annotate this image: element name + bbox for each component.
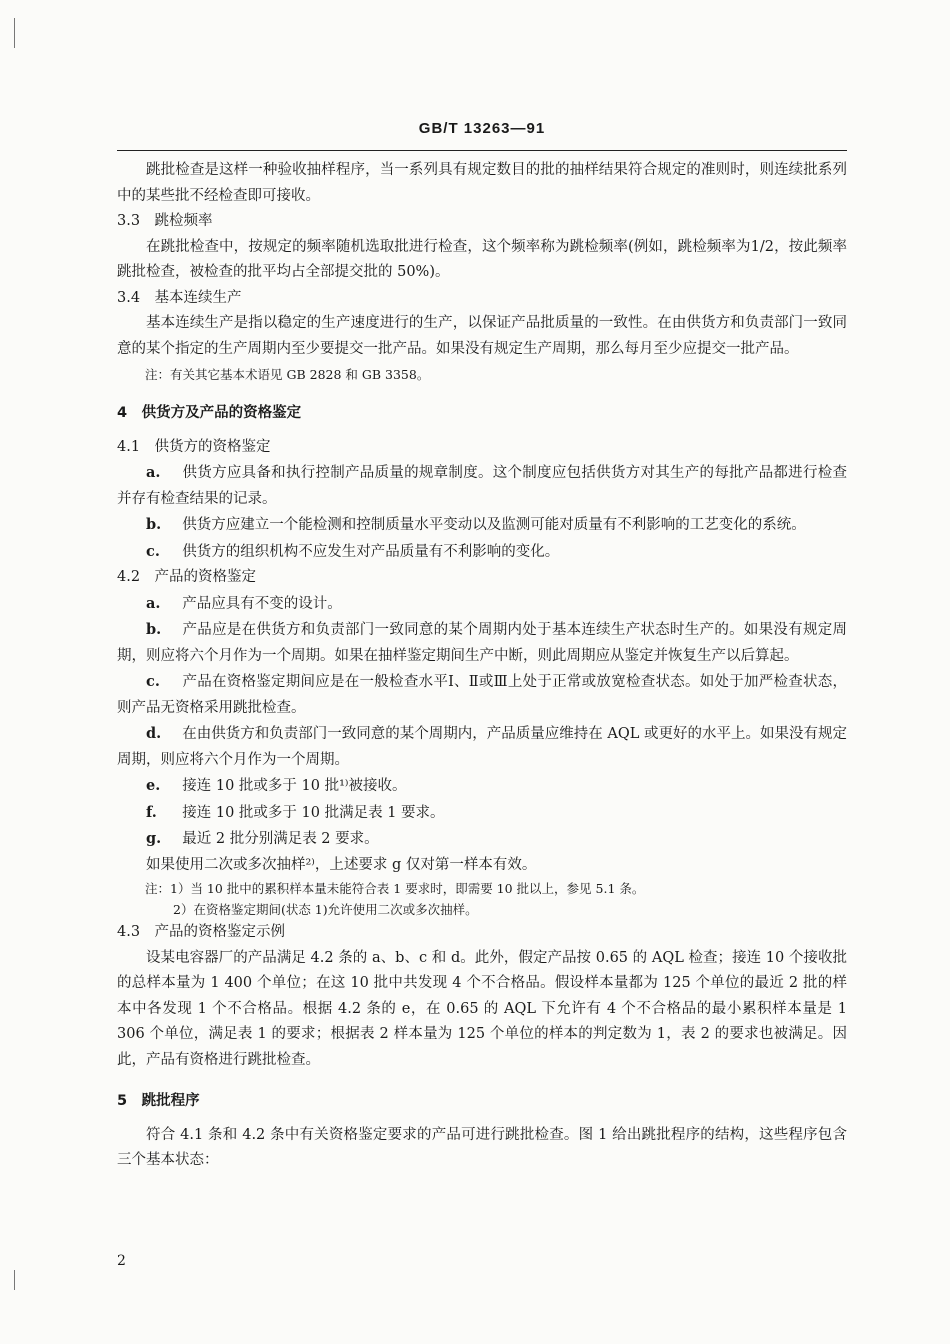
item-label: c. (146, 673, 160, 690)
page-number: 2 (117, 1253, 126, 1269)
scan-artifact (14, 18, 15, 48)
list-item (117, 773, 847, 800)
section-5-title: 5 跳批程序 (117, 1093, 200, 1109)
paragraph: 跳批检查是这样一种验收抽样程序，当一系列具有规定数目的批的抽样结果符合规定的准则时，则连续批系列中的某些批不经检查即可接收。 (117, 162, 847, 204)
item-label: e. (146, 777, 161, 794)
item-text: 供货方的组织机构不应发生对产品质量有不利影响的变化。 (182, 543, 560, 560)
list-item (117, 539, 847, 566)
item-label: b. (146, 516, 162, 533)
item-text: 供货方应具备和执行控制产品质量的规章制度。这个制度应包括供货方对其生产的每批产品都进行检查并存有检查结果的记录。 (117, 465, 847, 507)
paragraph: 符合 4.1 条和 4.2 条中有关资格鉴定要求的产品可进行跳批检查。图 1 给出跳批程序的结构，这些程序包含三个基本状态： (117, 1126, 847, 1168)
item-text: 最近 2 批分别满足表 2 要求。 (182, 831, 379, 847)
standard-code-header: GB/T 13263—91 (418, 120, 546, 137)
item-label: c. (146, 542, 160, 560)
list-item (117, 617, 847, 669)
item-text: 产品在资格鉴定期间应是在一般检查水平Ⅰ、Ⅱ或Ⅲ上处于正常或放宽检查状态。如处于加严检查状态，则产品无资格采用跳批检查。 (117, 674, 847, 716)
item-text: 在由供货方和负责部门一致同意的某个周期内，产品质量应维持在 AQL 或更好的水平上。如果没有规定周期，则应将六个月作为一个周期。 (117, 726, 847, 768)
item-text: 接连 10 批或多于 10 批满足表 1 要求。 (182, 804, 445, 821)
footnote: 注：1）当 10 批中的累积样本量未能符合表 1 要求时，即需要 10 批以上，参见 5.1 条。 (145, 881, 645, 896)
section-3-4-title: 3.4 基本连续生产 (117, 289, 242, 306)
item-label: d. (146, 725, 162, 742)
item-text: 产品应是在供货方和负责部门一致同意的某个周期内处于基本连续生产状态时生产的。如果没有规定周期，则应将六个月作为一个周期。如果在抽样鉴定期间生产中断，则此周期应从鉴定并恢复生产以后算起。 (117, 622, 847, 664)
item-label: b. (146, 621, 162, 638)
note: 注：有关其它基本术语见 GB 2828 和 GB 3358。 (145, 367, 430, 382)
item-text: 供货方应建立一个能检测和控制质量水平变动以及监测可能对质量有不利影响的工艺变化的系统。 (182, 517, 806, 533)
section-4-2-title: 4.2 产品的资格鉴定 (117, 569, 257, 585)
item-label: a. (146, 464, 161, 481)
section-4-3-title: 4.3 产品的资格鉴定示例 (117, 924, 286, 940)
section-4-1-title: 4.1 供货方的资格鉴定 (117, 438, 271, 455)
item-text: 接连 10 批或多于 10 批¹⁾被接收。 (182, 778, 407, 794)
paragraph: 如果使用二次或多次抽样²⁾，上述要求 g 仅对第一样本有效。 (146, 856, 537, 873)
list-item (117, 460, 847, 512)
list-item (117, 512, 847, 539)
list-item (117, 826, 847, 853)
body-content (117, 158, 847, 1174)
item-label: a. (146, 594, 161, 612)
list-item (117, 800, 847, 827)
paragraph: 基本连续生产是指以稳定的生产速度进行的生产，以保证产品批质量的一致性。在由供货方和负责部门一致同意的某个指定的生产周期内至少要提交一批产品。如果没有规定生产周期，那么每月至少应提交一批产品。 (117, 315, 847, 357)
list-item (117, 721, 847, 773)
paragraph: 设某电容器厂的产品满足 4.2 条的 a、b、c 和 d。此外，假定产品按 0.65 的 AQL 检查；接连 10 个接收批的总样本量为 1 400 个单位；在这 10 批中共发现 4 个不合格品。假设样本量都为 125 个单位的最近 2 批的样本中各发现 1 个不合格品。根据 4.2 条的 e，在 0.65 的 AQL 下允许有 4 个不合格品的最小累积样本量是 1 306 个单位，满足表 1 的要求；根据表 2 样本量为 125 个单位的样本的判定数为 1，表 2 的要求也被满足。因此，产品有资格进行跳批检查。 (117, 949, 847, 1068)
item-label: f. (146, 803, 157, 821)
footnote: 2）在资格鉴定期间(状态 1)允许使用二次或多次抽样。 (173, 902, 478, 917)
item-label: g. (146, 830, 162, 847)
scan-artifact (14, 1270, 15, 1290)
section-4-title: 4 供货方及产品的资格鉴定 (117, 405, 302, 421)
section-3-3-title: 3.3 跳检频率 (117, 213, 213, 229)
list-item (117, 591, 847, 618)
paragraph: 在跳批检查中，按规定的频率随机选取批进行检查，这个频率称为跳检频率(例如，跳检频率为1/2，按此频率跳批检查，被检查的批平均占全部提交批的 50%)。 (117, 238, 847, 280)
header-rule (117, 150, 847, 151)
list-item (117, 669, 847, 721)
item-text: 产品应具有不变的设计。 (182, 595, 342, 612)
